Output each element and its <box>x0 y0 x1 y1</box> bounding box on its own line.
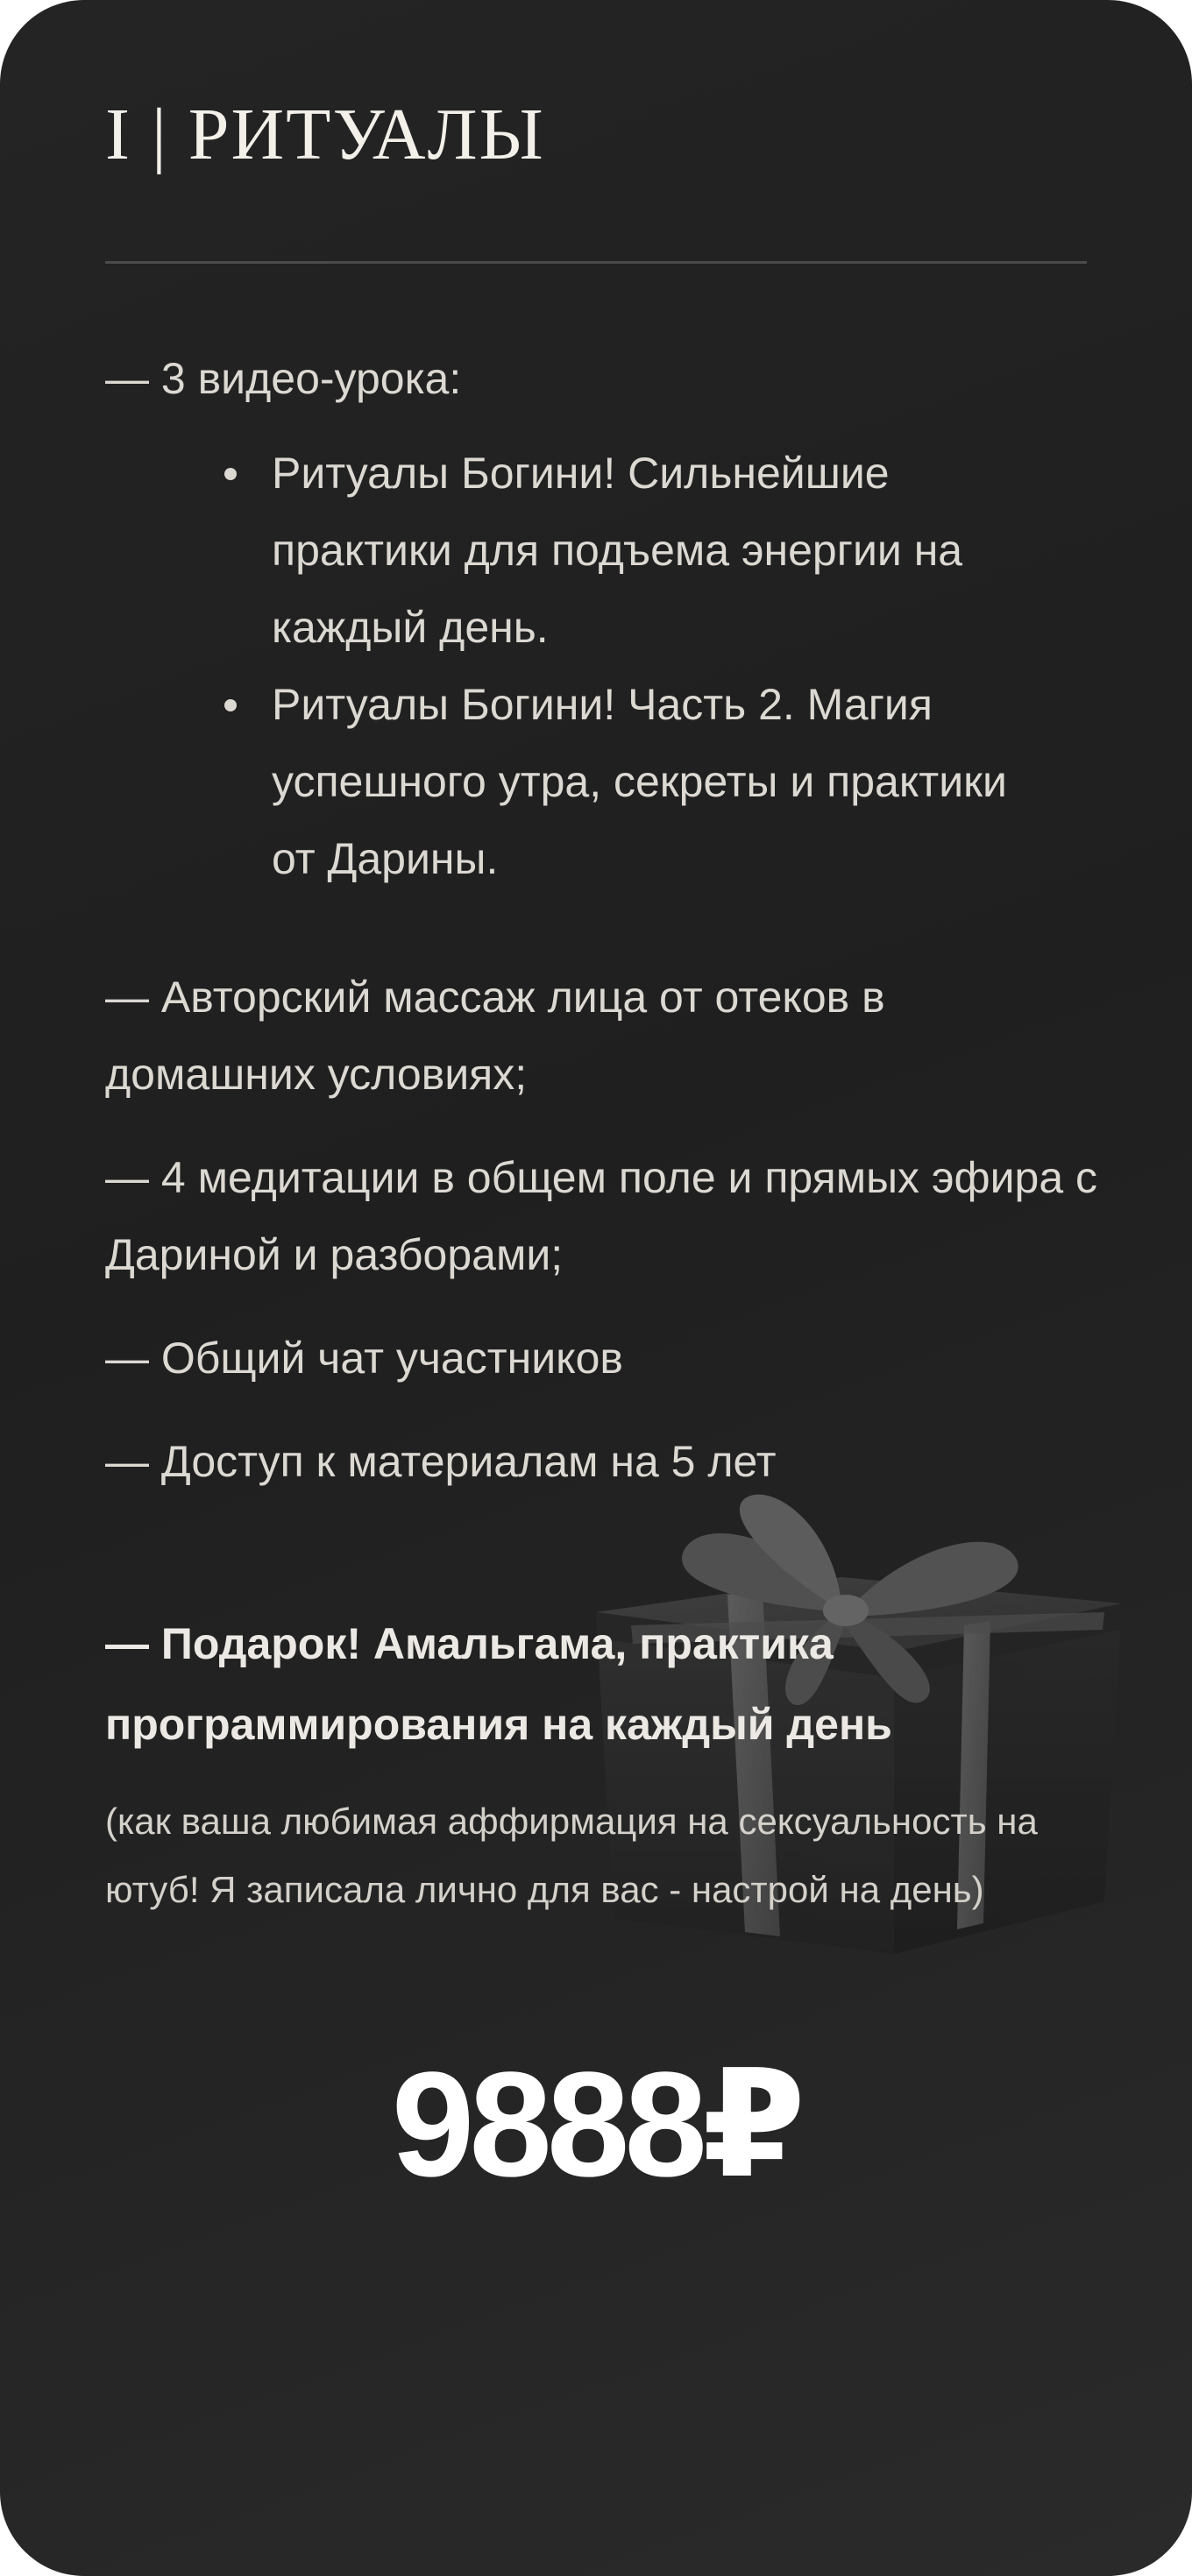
feature-meditations: — 4 медитации в общем поле и прямых эфира с Дариной и разборами; <box>105 1153 1098 1279</box>
gift-title: — Подарок! Амальгама, практика программирования на каждый день <box>105 1619 892 1749</box>
bullet-dot-icon <box>224 468 237 480</box>
price-label: 9888₽ <box>391 2042 801 2208</box>
feature-access: — Доступ к материалам на 5 лет <box>105 1437 777 1486</box>
title-divider <box>105 261 1087 264</box>
video-lesson-title: Ритуалы Богини! Сильнейшие практики для подъема энергии на каждый день. <box>272 449 963 652</box>
feature-massage: — Авторский массаж лица от отеков в домашних условиях; <box>105 973 885 1099</box>
gift-note: (как ваша любимая аффирмация на сексуальность на ютуб! Я записала лично для вас - настрой на день) <box>105 1801 1038 1910</box>
page-title: I | РИТУАЛЫ <box>105 94 545 175</box>
video-lesson-title: Ритуалы Богини! Часть 2. Магия успешного утра, секреты и практики от Дарины. <box>272 680 1007 883</box>
video-lesson-item <box>105 435 1034 666</box>
feature-chat: — Общий чат участников <box>105 1334 623 1383</box>
video-lessons-intro: — 3 видео-урока: <box>105 354 462 403</box>
video-lessons-list <box>105 435 1139 897</box>
features-list <box>105 340 1139 1500</box>
video-lesson-item <box>105 666 1034 897</box>
bullet-dot-icon <box>224 699 237 711</box>
